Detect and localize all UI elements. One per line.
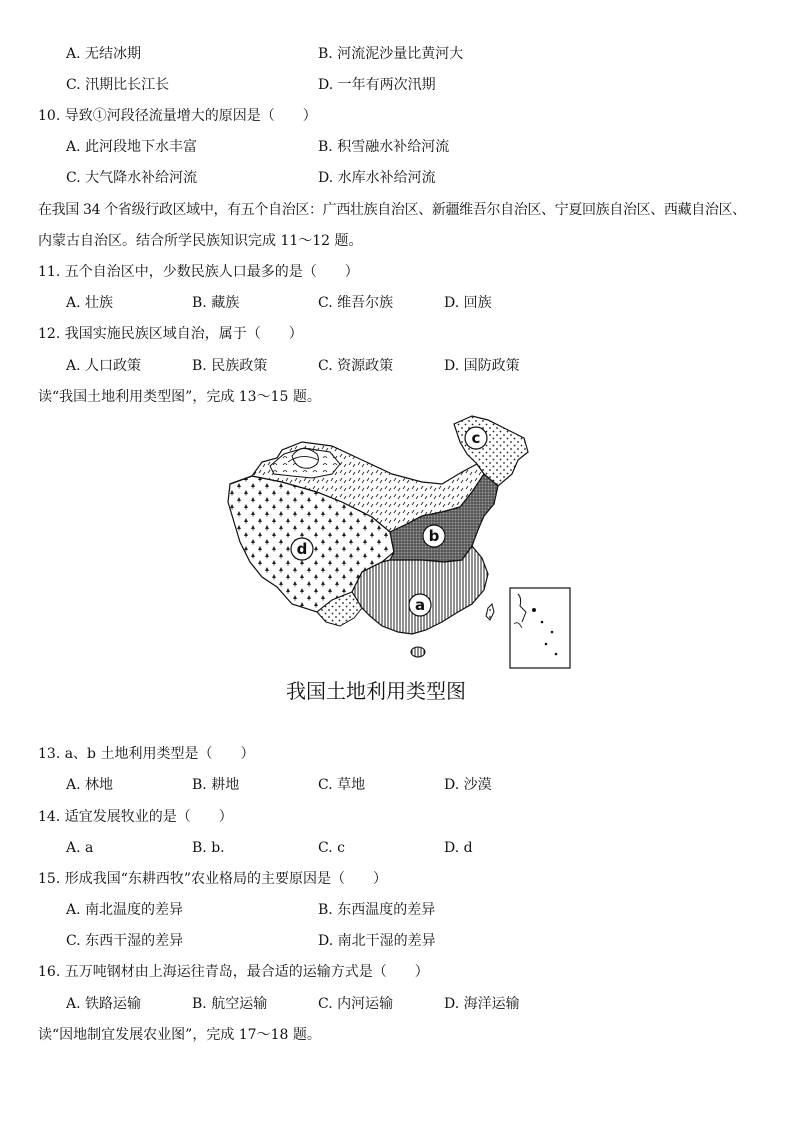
- map-title: 我国土地利用类型图: [286, 679, 466, 703]
- q10-option-d: D. 水库水补给河流: [318, 170, 436, 186]
- map-label-a: a: [414, 596, 426, 614]
- intro-11-12-line2: 内蒙古自治区。结合所学民族知识完成 11～12 题。: [38, 233, 363, 249]
- q10-option-a: A. 此河段地下水丰富: [66, 139, 198, 155]
- q12-option-a: A. 人口政策: [66, 358, 142, 374]
- q13-option-b: B. 耕地: [192, 777, 240, 793]
- land-use-map: [222, 412, 574, 674]
- q10-stem: 10. 导致①河段径流量增大的原因是（ ）: [38, 108, 317, 124]
- q13-option-c: C. 草地: [318, 777, 366, 793]
- q11-option-a: A. 壮族: [66, 295, 114, 311]
- south-sea-inset: [510, 588, 570, 668]
- q12-option-c: C. 资源政策: [318, 358, 394, 374]
- q14-option-b: B. b.: [192, 840, 225, 856]
- map-label-d: d: [296, 540, 308, 558]
- q11-option-c: C. 维吾尔族: [318, 295, 394, 311]
- q12-option-d: D. 国防政策: [444, 358, 520, 374]
- q9-option-b: B. 河流泥沙量比黄河大: [318, 46, 464, 62]
- q9-option-c: C. 汛期比长江长: [66, 77, 170, 93]
- q10-option-c: C. 大气降水补给河流: [66, 170, 198, 186]
- q16-option-d: D. 海洋运输: [444, 996, 520, 1012]
- q16-option-a: A. 铁路运输: [66, 996, 142, 1012]
- q16-option-c: C. 内河运输: [318, 996, 394, 1012]
- q15-option-b: B. 东西温度的差异: [318, 902, 436, 918]
- q9-option-d: D. 一年有两次汛期: [318, 77, 436, 93]
- q11-option-d: D. 回族: [444, 295, 492, 311]
- q9-option-a: A. 无结冰期: [66, 46, 142, 62]
- q15-option-a: A. 南北温度的差异: [66, 902, 184, 918]
- q13-option-a: A. 林地: [66, 777, 114, 793]
- q16-option-b: B. 航空运输: [192, 996, 268, 1012]
- q10-option-b: B. 积雪融水补给河流: [318, 139, 450, 155]
- q14-stem: 14. 适宜发展牧业的是（ ）: [38, 809, 233, 825]
- q13-option-d: D. 沙漠: [444, 777, 492, 793]
- map-label-b: b: [428, 527, 440, 545]
- intro-17-18: 读“因地制宜发展农业图”，完成 17～18 题。: [38, 1027, 321, 1043]
- q14-option-a: A. a: [66, 840, 94, 856]
- q14-option-d: D. d: [444, 840, 473, 856]
- map-label-c: c: [471, 429, 481, 447]
- q15-option-d: D. 南北干湿的差异: [318, 933, 436, 949]
- q13-stem: 13. a、b 土地利用类型是（ ）: [38, 746, 255, 762]
- intro-13-15: 读“我国土地利用类型图”，完成 13～15 题。: [38, 389, 321, 405]
- q14-option-c: C. c: [318, 840, 345, 856]
- q12-stem: 12. 我国实施民族区域自治，属于（ ）: [38, 326, 303, 342]
- q16-stem: 16. 五万吨钢材由上海运往青岛，最合适的运输方式是（ ）: [38, 964, 429, 980]
- q11-stem: 11. 五个自治区中，少数民族人口最多的是（ ）: [38, 264, 359, 280]
- q11-option-b: B. 藏族: [192, 295, 240, 311]
- intro-11-12-line1: 在我国 34 个省级行政区域中，有五个自治区：广西壮族自治区、新疆维吾尔自治区、宁夏回族自治区、西藏自治区、: [38, 202, 746, 218]
- q15-option-c: C. 东西干湿的差异: [66, 933, 184, 949]
- q12-option-b: B. 民族政策: [192, 358, 268, 374]
- q15-stem: 15. 形成我国“东耕西牧”农业格局的主要原因是（ ）: [38, 871, 388, 887]
